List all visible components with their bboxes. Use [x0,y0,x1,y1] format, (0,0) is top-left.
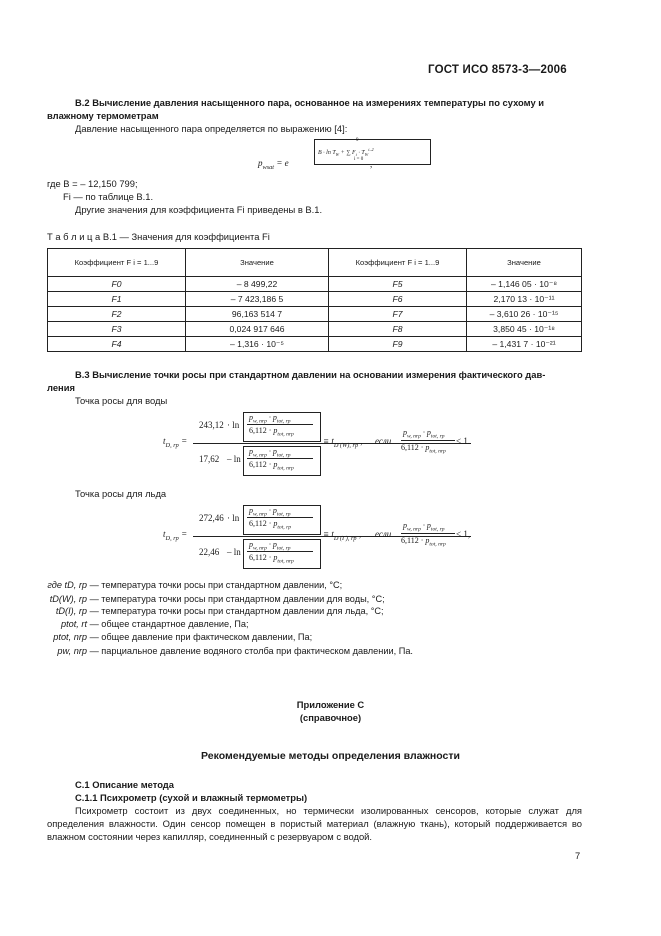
f1-num-const: 243,12 [199,420,224,430]
table-cell: – 7 423,186 5 [186,292,329,307]
document-id: ГОСТ ИСО 8573-3—2006 [428,64,567,76]
section-b3-title-cont: ления [47,382,75,393]
const-6112: 6,112 [401,443,419,452]
c11-paragraph-line-3: влажном состоянии через капилляр, соединенный с резервуаром с водой. [47,831,373,842]
table-cell: F0 [48,277,186,292]
table-cell: 0,024 917 646 [186,322,329,337]
section-b3-title: В.3 Вычисление точки росы при стандартном давлении на основании измерения фактического дав- [75,369,546,380]
where-b: где B = – 12,150 799; [47,178,138,189]
formula-dew-point-ice: $t_{D, rp}$ = 272,46 · ln $p_{w, nrp} \cdot p_{tot, rp}$ $6,112 \cdot p_{tot, rp}$ 22,46 – ln $p_{w, nrp} \cdot p_{tot, rp}$ $6,112 \cdot p_{tot, nrp}$ ≡ $t_{D (I ), rp}$ , если $p_{w, nrp} \cdot p_{tot, rp}$ $6,112 \cdot p_{tot, nrp}$ < 1, [163,503,483,569]
table-row [48,307,582,322]
section-b2-title-cont: влажному термометрам [47,110,159,121]
fi-reference: Fi — по таблице В.1. [63,191,154,202]
table-cell: F3 [48,322,186,337]
legend-row: ptot, rt — общее стандартное давление, Па; [60,619,249,629]
appendix-heading: Рекомендуемые методы определения влажности [201,750,460,762]
table-cell: F4 [48,337,186,352]
c11-paragraph-line-2: определения влажности. Один сенсор помещен в пористый материал (влажную ткань), который поддерживается во [47,818,582,829]
const-6112: 6,112 [401,536,419,545]
const-6112: 6,112 [249,519,267,528]
section-b2-title: В.2 Вычисление давления насыщенного пара, основанное на измерениях температуры по сухому и [75,97,545,108]
legend-row: ptot, nrp — общее давление при фактическом давлении, Па; [53,632,313,642]
table-row [48,337,582,352]
table-cell: F8 [329,322,467,337]
table-cell: F9 [329,337,467,352]
f2-num-const: 272,46 [199,513,224,523]
table-cell: 3,850 45 · 10⁻¹⁸ [467,322,582,337]
table-cell: 96,163 514 7 [186,307,329,322]
formula-dew-point-water: $t_{D, rp}$ = 243,12 · ln $p_{w, nrp} \cdot p_{tot, rp}$ $6,112 \cdot p_{tot, nrp}$ 17,62 – ln $p_{w, nrp} \cdot p_{tot, rp}$ $6,112 \cdot p_{tot, nrp}$ ≡ $t_{D (W), rp}$ , если $p_{w, nrp} \cdot p_{tot, rp}$ $6,112 \cdot p_{tot, nrp}$ < 1. [163,410,483,476]
table-header-value-2: Значение [467,249,582,277]
lt1-comma: < 1, [456,529,471,539]
legend-row: tD(I), rp — температура точки росы при стандартном давлении для льда, °С; [55,606,384,616]
dew-point-ice-label: Точка росы для льда [75,488,167,499]
lt1-dot: < 1. [456,436,471,446]
page-number: 7 [575,850,581,861]
table-cell: – 1,146 05 · 10⁻⁸ [467,277,582,292]
table-cell: 2,170 13 · 10⁻¹¹ [467,292,582,307]
other-values-note: Другие значения для коэффициента Fi приведены в В.1. [75,204,323,215]
table-cell: F1 [48,292,186,307]
appendix-title: Приложение С [296,699,365,710]
appendix-subtitle: (справочное) [299,712,362,723]
table-cell: – 8 499,22 [186,277,329,292]
c11-paragraph-line-1: Психрометр состоит из двух соединенных, но термически изолированных сенсоров, которые служат для [75,805,582,816]
legend-row: pw, nrp — парциальное давление водяного столба при фактическом давлении, Па. [57,646,413,656]
table-cell: – 1,431 7 · 10⁻²¹ [467,337,582,352]
if-word: если [375,436,392,446]
section-c1-title: С.1 Описание метода [75,779,174,790]
const-6112: 6,112 [249,553,267,562]
table-row [48,322,582,337]
legend-row: tD(W), rp — температура точки росы при стандартном давлении для воды, °С; [49,594,385,604]
table-row [48,277,582,292]
const-6112: 6,112 [249,460,267,469]
const-6112: 6,112 [249,426,267,435]
f2-den-const: 22,46 [199,547,220,557]
table-cell: F2 [48,307,186,322]
f1-den-const: 17,62 [199,454,220,464]
coefficients-table [47,248,582,352]
table-cell: – 3,610 26 · 10⁻¹⁵ [467,307,582,322]
table-cell: – 1,316 · 10⁻⁵ [186,337,329,352]
table-header-coef-2: Коэффициент F i = 1...9 [329,249,467,277]
legend-row: где tD, rp — температура точки росы при стандартном давлении, °С; [47,580,343,590]
table-row [48,292,582,307]
table-header-row [48,249,582,277]
table-caption: Т а б л и ц а В.1 — Значения для коэффициента Fi [47,231,270,242]
b2-intro: Давление насыщенного пара определяется по выражению [4]: [75,123,348,134]
table-cell: F6 [329,292,467,307]
section-c11-title: С.1.1 Психрометр (сухой и влажный термометры) [75,792,308,803]
if-word: если [375,529,392,539]
table-cell: F5 [329,277,467,292]
table-header-value-1: Значение [186,249,329,277]
table-header-coef-1: Коэффициент F i = 1...9 [48,249,186,277]
table-cell: F7 [329,307,467,322]
dew-point-water-label: Точка росы для воды [75,395,168,406]
